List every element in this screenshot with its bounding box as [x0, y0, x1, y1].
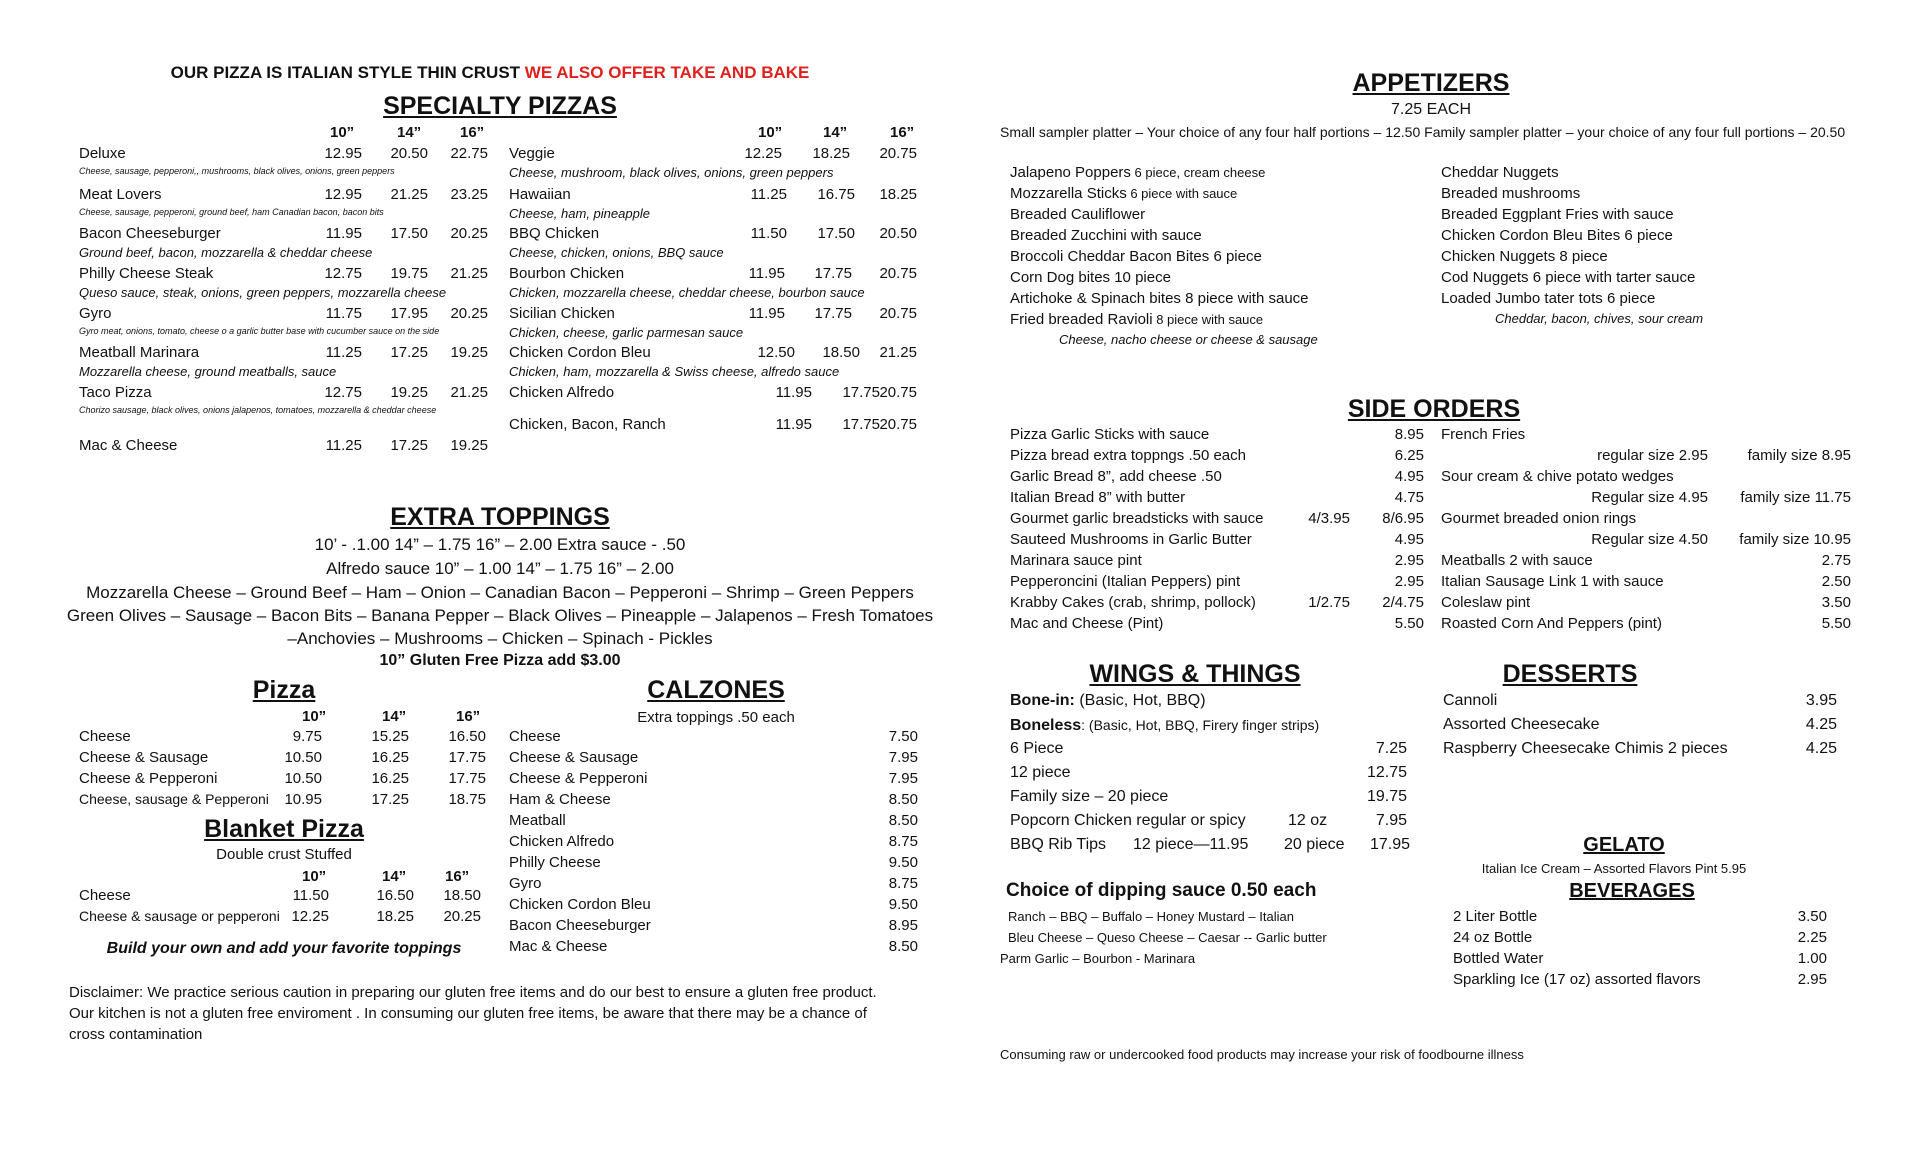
side-item-price: 4.95: [1394, 468, 1424, 485]
rib-tips-name: BBQ Rib Tips: [1010, 836, 1107, 853]
dipping-sauce-title: Choice of dipping sauce 0.50 each: [1006, 880, 1317, 901]
price-14: 17.25: [390, 344, 428, 361]
price-16: 20.25: [450, 305, 488, 322]
calzones-subtitle: Extra toppings .50 each: [637, 709, 795, 726]
dessert-name: Cannoli: [1443, 692, 1498, 709]
calzone-price: 8.75: [888, 875, 918, 892]
side-item-name: Gourmet breaded onion rings: [1441, 510, 1637, 527]
pizza-item-name: Cheese, sausage & Pepperoni: [79, 791, 269, 807]
calzone-name: Gyro: [509, 875, 542, 892]
pizza-title: Pizza: [252, 676, 316, 704]
size-header-14: 14”: [382, 708, 407, 725]
size-header-16: 16”: [445, 868, 470, 885]
tagline: OUR PIZZA IS ITALIAN STYLE THIN CRUST WE ALSO OFFER TAKE AND BAKE: [170, 63, 810, 82]
side-item-name: Krabby Cakes (crab, shrimp, pollock): [1010, 594, 1256, 611]
price-14: 17.25: [371, 791, 409, 808]
size-header-14: 14”: [397, 124, 422, 141]
toppings-size-prices: 10’ - .1.00 14” – 1.75 16” – 2.00 Extra sauce - .50: [314, 535, 686, 554]
sampler-platters: Small sampler platter – Your choice of any four half portions – 12.50 Family sampler platter – your choice of any four full portions – 20.50: [1000, 124, 1846, 140]
side-item-price: 2.95: [1394, 573, 1424, 590]
price-16: 21.25: [450, 384, 488, 401]
calzone-name: Bacon Cheeseburger: [509, 917, 651, 934]
specialty-pizza-name: Mac & Cheese: [79, 437, 178, 454]
calzone-name: Chicken Alfredo: [509, 833, 615, 850]
side-item-price: 5.50: [1821, 615, 1851, 632]
appetizer-name: Breaded Zucchini with sauce: [1010, 227, 1202, 244]
alfredo-prices: Alfredo sauce 10” – 1.00 14” – 1.75 16” – 2.00: [326, 559, 674, 578]
beverage-price: 2.95: [1797, 971, 1827, 988]
wings-title: WINGS & THINGS: [1089, 660, 1301, 688]
dessert-price: 4.25: [1805, 740, 1837, 757]
price-14: 18.50: [822, 344, 860, 361]
side-item-name: Coleslaw pint: [1441, 594, 1531, 611]
side-item-price: 8.95: [1394, 426, 1424, 443]
wing-item-price: 19.75: [1366, 788, 1407, 805]
specialty-pizza-description: Gyro meat, onions, tomato, cheese o a garlic butter base with cucumber sauce on the side: [79, 326, 440, 336]
calzone-name: Mac & Cheese: [509, 938, 608, 955]
side-item-name: French Fries: [1441, 426, 1526, 443]
price-14: 18.25: [376, 908, 414, 925]
beverage-price: 1.00: [1797, 950, 1827, 967]
price-16: 19.25: [450, 437, 488, 454]
price-10: 12.75: [324, 384, 362, 401]
disclaimer-line: Our kitchen is not a gluten free enviroment . In consuming our gluten free items, be aware that there may be a chance of: [69, 1005, 867, 1022]
price-10: 10.50: [284, 770, 322, 787]
side-item-price: family size 11.75: [1740, 489, 1851, 506]
specialty-pizza-description: Cheese, sausage, pepperoni, ground beef, ham Canadian bacon, bacon bits: [79, 207, 384, 217]
boneless-options: Boneless: (Basic, Hot, BBQ, Firery finger strips): [1010, 717, 1320, 734]
side-item-price: family size 10.95: [1739, 531, 1851, 548]
side-orders-title: SIDE ORDERS: [1347, 395, 1521, 423]
side-item-price: 3.50: [1821, 594, 1851, 611]
price-16: 20.25: [443, 908, 481, 925]
price-10: 11.95: [775, 384, 812, 401]
size-header-14: 14”: [823, 124, 848, 141]
appetizer-item: Chicken Cordon Bleu Bites 6 piece: [1441, 227, 1673, 244]
price-14: 18.25: [812, 145, 850, 162]
appetizer-item: Loaded Jumbo tater tots 6 piece: [1441, 290, 1656, 307]
specialty-pizzas-title: SPECIALTY PIZZAS: [383, 92, 617, 120]
price-14: 17.75: [814, 305, 852, 322]
calzone-price: 9.50: [888, 854, 918, 871]
appetizer-note: 6 piece with sauce: [1126, 186, 1238, 201]
rib-tips-12-price: 12 piece—11.95: [1133, 836, 1249, 853]
tater-tots-toppings: Cheddar, bacon, chives, sour cream: [1495, 311, 1704, 326]
size-header-10: 10”: [330, 124, 355, 141]
wing-item-name: 12 piece: [1010, 764, 1071, 781]
blanket-item-name: Cheese & sausage or pepperoni: [79, 908, 280, 924]
size-header-16: 16”: [460, 124, 485, 141]
price-14: 19.25: [390, 384, 428, 401]
price-10: 11.25: [325, 437, 362, 454]
price-16: 17.75: [448, 749, 486, 766]
gelato-line: Italian Ice Cream – Assorted Flavors Pint 5.95: [1481, 861, 1747, 876]
wing-item-price: 7.95: [1375, 812, 1407, 829]
side-item-name: Pizza bread extra toppngs .50 each: [1010, 447, 1246, 464]
size-header-14: 14”: [382, 868, 407, 885]
price-10: 10.95: [284, 791, 322, 808]
price-10: 11.95: [775, 416, 812, 433]
calzone-price: 7.95: [888, 749, 918, 766]
price-16: 23.25: [450, 186, 488, 203]
side-item-name: Pepperoncini (Italian Peppers) pint: [1010, 573, 1241, 590]
bone-in-options: Bone-in: (Basic, Hot, BBQ): [1010, 692, 1206, 709]
dipping-sauce-line: Bleu Cheese – Queso Cheese – Caesar -- Garlic butter: [1008, 930, 1327, 945]
specialty-pizza-description: Cheese, chicken, onions, BBQ sauce: [509, 245, 724, 260]
side-item-name: Meatballs 2 with sauce: [1441, 552, 1593, 569]
price-16: 16.50: [448, 728, 486, 745]
appetizer-item: Cod Nuggets 6 piece with tarter sauce: [1441, 269, 1696, 286]
size-header-10: 10”: [758, 124, 783, 141]
specialty-pizza-description: Chicken, mozzarella cheese, cheddar cheese, bourbon sauce: [509, 285, 865, 300]
disclaimer-line: cross contamination: [69, 1026, 203, 1043]
price-10: 11.25: [750, 186, 787, 203]
side-item-price: 5.50: [1394, 615, 1424, 632]
calzone-price: 8.50: [888, 791, 918, 808]
size-header-10: 10”: [302, 708, 327, 725]
side-item-name: Sauteed Mushrooms in Garlic Butter: [1010, 531, 1252, 548]
specialty-pizza-name: Chicken, Bacon, Ranch: [509, 416, 666, 433]
price-16: 20.50: [879, 225, 917, 242]
appetizer-name: Mozzarella Sticks: [1010, 185, 1127, 202]
specialty-pizza-description: Chicken, cheese, garlic parmesan sauce: [509, 325, 744, 340]
wing-item-name: 6 Piece: [1010, 740, 1064, 757]
dessert-name: Raspberry Cheesecake Chimis 2 pieces: [1443, 740, 1728, 757]
side-item-small-price: 1/2.75: [1308, 594, 1350, 611]
appetizer-item: [1010, 311, 1263, 328]
price-14: 17.25: [390, 437, 428, 454]
specialty-pizza-description: Cheese, mushroom, black olives, onions, green peppers: [509, 165, 834, 180]
side-item-name: Mac and Cheese (Pint): [1010, 615, 1164, 632]
toppings-list-2: Green Olives – Sausage – Bacon Bits – Banana Pepper – Black Olives – Pineapple – Jalapenos – Fresh Tomatoes: [66, 606, 934, 625]
toppings-list-1: Mozzarella Cheese – Ground Beef – Ham – Onion – Canadian Bacon – Pepperoni – Shrimp – Green Peppers: [86, 583, 914, 602]
ravioli-options: Cheese, nacho cheese or cheese & sausage: [1059, 332, 1318, 347]
beverages-title: BEVERAGES: [1569, 880, 1695, 902]
appetizer-item: [1010, 248, 1262, 265]
specialty-pizza-name: Meat Lovers: [79, 186, 162, 203]
specialty-pizza-name: Chicken Alfredo: [509, 384, 615, 401]
specialty-pizza-description: Chorizo sausage, black olives, onions jalapenos, tomatoes, mozzarella & cheddar cheese: [79, 405, 437, 415]
calzone-price: 7.50: [888, 728, 918, 745]
specialty-pizza-description: Chicken, ham, mozzarella & Swiss cheese, alfredo sauce: [509, 364, 840, 379]
toppings-list-3: –Anchovies – Mushrooms – Chicken – Spinach - Pickles: [287, 629, 713, 648]
price-10: 9.75: [292, 728, 322, 745]
price-16: 20.75: [879, 384, 917, 401]
appetizer-item: [1010, 185, 1237, 202]
calzone-price: 8.95: [888, 917, 918, 934]
appetizer-item: [1010, 290, 1309, 307]
dipping-sauce-line: Parm Garlic – Bourbon - Marinara: [1000, 951, 1196, 966]
pizza-item-name: Cheese & Sausage: [79, 749, 209, 766]
price-16: 20.25: [450, 225, 488, 242]
side-item-name: Roasted Corn And Peppers (pint): [1441, 615, 1662, 632]
price-16: 18.50: [443, 887, 481, 904]
specialty-pizza-name: Philly Cheese Steak: [79, 265, 214, 282]
appetizer-item: [1010, 206, 1145, 223]
calzones-title: CALZONES: [647, 676, 785, 704]
pizza-item-name: Cheese: [79, 728, 131, 745]
calzone-name: Chicken Cordon Bleu: [509, 896, 651, 913]
price-10: 10.50: [284, 749, 322, 766]
wing-item-name: Family size – 20 piece: [1010, 788, 1169, 805]
specialty-pizza-name: Bourbon Chicken: [509, 265, 625, 282]
appetizer-name: Breaded Cauliflower: [1010, 206, 1146, 223]
specialty-pizza-name: Taco Pizza: [79, 384, 152, 401]
beverage-name: 2 Liter Bottle: [1453, 908, 1538, 925]
side-item-regular-price: regular size 2.95: [1597, 447, 1708, 464]
appetizer-name: Jalapeno Poppers: [1010, 164, 1131, 181]
appetizers-title: APPETIZERS: [1352, 69, 1510, 97]
specialty-pizza-description: Mozzarella cheese, ground meatballs, sauce: [79, 364, 337, 379]
disclaimer-line: Disclaimer: We practice serious caution in preparing our gluten free items and do our best to ensure a gluten free product.: [69, 984, 877, 1001]
calzone-name: Meatball: [509, 812, 566, 829]
beverage-price: 3.50: [1797, 908, 1827, 925]
side-item-name: Garlic Bread 8”, add cheese .50: [1010, 468, 1222, 485]
price-10: 12.50: [757, 344, 795, 361]
calzone-price: 8.50: [888, 812, 918, 829]
price-16: 20.75: [879, 145, 917, 162]
appetizer-name: Broccoli Cheddar Bacon Bites 6 piece: [1010, 248, 1262, 265]
calzone-name: Cheese & Sausage: [509, 749, 639, 766]
price-10: 12.25: [291, 908, 329, 925]
specialty-pizza-name: Deluxe: [79, 145, 126, 162]
wing-item-price: 7.25: [1375, 740, 1407, 757]
price-10: 11.50: [292, 887, 329, 904]
side-item-price: family size 8.95: [1747, 447, 1851, 464]
calzone-price: 8.75: [888, 833, 918, 850]
side-item-regular-price: Regular size 4.95: [1591, 489, 1708, 506]
side-item-price: 4.75: [1394, 489, 1424, 506]
appetizer-item: Cheddar Nuggets: [1441, 164, 1559, 181]
specialty-pizza-description: Ground beef, bacon, mozzarella & cheddar cheese: [79, 245, 373, 260]
wing-item-name: Popcorn Chicken regular or spicy: [1010, 812, 1246, 829]
side-item-name: Italian Bread 8” with butter: [1010, 489, 1186, 506]
price-14: 16.75: [817, 186, 855, 203]
calzone-name: Cheese & Pepperoni: [509, 770, 648, 787]
price-14: 19.75: [390, 265, 428, 282]
specialty-pizza-name: Meatball Marinara: [79, 344, 200, 361]
size-header-16: 16”: [890, 124, 915, 141]
specialty-pizza-name: Bacon Cheeseburger: [79, 225, 221, 242]
dessert-price: 3.95: [1805, 692, 1837, 709]
appetizer-item: Chicken Nuggets 8 piece: [1441, 248, 1608, 265]
side-item-name: Italian Sausage Link 1 with sauce: [1441, 573, 1664, 590]
beverage-name: Bottled Water: [1453, 950, 1544, 967]
specialty-pizza-name: Hawaiian: [509, 186, 571, 203]
side-item-price: 8/6.95: [1382, 510, 1424, 527]
price-16: 18.25: [879, 186, 917, 203]
rib-tips-20-price: 17.95: [1369, 836, 1410, 853]
price-14: 20.50: [390, 145, 428, 162]
price-14: 17.50: [390, 225, 428, 242]
specialty-pizza-name: Sicilian Chicken: [509, 305, 615, 322]
wing-item-size: 12 oz: [1288, 812, 1328, 829]
side-item-price: 2.50: [1821, 573, 1851, 590]
appetizer-item: [1010, 227, 1202, 244]
appetizer-item: [1010, 269, 1171, 286]
price-10: 11.50: [750, 225, 787, 242]
blanket-subtitle: Double crust Stuffed: [216, 846, 352, 863]
desserts-title: DESSERTS: [1502, 660, 1638, 688]
calzone-price: 9.50: [888, 896, 918, 913]
price-14: 16.25: [371, 749, 409, 766]
appetizer-note: 6 piece, cream cheese: [1130, 165, 1266, 180]
price-14: 15.25: [371, 728, 409, 745]
side-item-price: 2.95: [1394, 552, 1424, 569]
side-item-name: Marinara sauce pint: [1010, 552, 1142, 569]
price-16: 17.75: [448, 770, 486, 787]
specialty-pizza-name: Veggie: [509, 145, 555, 162]
specialty-pizza-description: Cheese, ham, pineapple: [509, 206, 650, 221]
price-10: 11.75: [325, 305, 362, 322]
price-14: 21.25: [390, 186, 428, 203]
size-header-10: 10”: [302, 868, 327, 885]
price-16: 20.75: [879, 265, 917, 282]
price-10: 11.95: [748, 305, 785, 322]
price-10: 12.25: [744, 145, 782, 162]
side-item-price: 6.25: [1394, 447, 1424, 464]
calzone-price: 8.50: [888, 938, 918, 955]
specialty-pizza-description: Queso sauce, steak, onions, green peppers, mozzarella cheese: [79, 285, 447, 300]
dessert-price: 4.25: [1805, 716, 1837, 733]
wing-item-price: 12.75: [1366, 764, 1407, 781]
side-item-name: Gourmet garlic breadsticks with sauce: [1010, 510, 1264, 527]
side-item-name: Sour cream & chive potato wedges: [1441, 468, 1674, 485]
calzone-name: Ham & Cheese: [509, 791, 611, 808]
appetizer-item: Breaded Eggplant Fries with sauce: [1441, 206, 1674, 223]
side-item-name: Pizza Garlic Sticks with sauce: [1010, 426, 1210, 443]
price-14: 17.95: [390, 305, 428, 322]
beverage-name: 24 oz Bottle: [1453, 929, 1533, 946]
specialty-pizza-description: Cheese, sausage, pepperoni,, mushrooms, black olives, onions, green peppers: [79, 166, 395, 176]
price-14: 17.75: [842, 416, 880, 433]
price-16: 21.25: [450, 265, 488, 282]
price-14: 16.25: [371, 770, 409, 787]
calzone-price: 7.95: [888, 770, 918, 787]
appetizer-item: Breaded mushrooms: [1441, 185, 1581, 202]
beverage-name: Sparkling Ice (17 oz) assorted flavors: [1453, 971, 1701, 988]
price-10: 12.95: [324, 186, 362, 203]
size-header-16: 16”: [456, 708, 481, 725]
gluten-free-note: 10” Gluten Free Pizza add $3.00: [379, 652, 621, 669]
appetizers-price: 7.25 EACH: [1390, 101, 1472, 118]
extra-toppings-title: EXTRA TOPPINGS: [390, 503, 610, 531]
price-10: 12.75: [324, 265, 362, 282]
price-16: 22.75: [450, 145, 488, 162]
price-14: 17.50: [817, 225, 855, 242]
build-your-own-note: Build your own and add your favorite toppings: [106, 940, 462, 957]
calzone-name: Cheese: [509, 728, 561, 745]
appetizer-item: [1010, 164, 1265, 181]
price-10: 12.95: [324, 145, 362, 162]
specialty-pizza-name: Gyro: [79, 305, 112, 322]
price-14: 17.75: [814, 265, 852, 282]
calzone-name: Philly Cheese: [509, 854, 601, 871]
pizza-item-name: Cheese & Pepperoni: [79, 770, 218, 787]
side-item-small-price: 4/3.95: [1308, 510, 1350, 527]
price-10: 11.95: [325, 225, 362, 242]
price-16: 18.75: [448, 791, 486, 808]
specialty-pizza-name: BBQ Chicken: [509, 225, 600, 242]
price-10: 11.25: [325, 344, 362, 361]
gelato-title: GELATO: [1583, 834, 1665, 856]
price-14: 16.50: [376, 887, 414, 904]
dessert-name: Assorted Cheesecake: [1443, 716, 1600, 733]
rib-tips-20-label: 20 piece: [1284, 836, 1345, 853]
appetizer-name: Fried breaded Ravioli: [1010, 311, 1153, 328]
price-16: 21.25: [879, 344, 917, 361]
price-16: 20.75: [879, 416, 917, 433]
price-14: 17.75: [842, 384, 880, 401]
price-16: 19.25: [450, 344, 488, 361]
appetizer-name: Corn Dog bites 10 piece: [1010, 269, 1171, 286]
side-item-price: 4.95: [1394, 531, 1424, 548]
appetizer-name: Artichoke & Spinach bites 8 piece with sauce: [1010, 290, 1309, 307]
side-item-regular-price: Regular size 4.50: [1591, 531, 1708, 548]
appetizer-note: 8 piece with sauce: [1152, 312, 1264, 327]
side-item-price: 2/4.75: [1382, 594, 1424, 611]
price-16: 20.75: [879, 305, 917, 322]
beverage-price: 2.25: [1797, 929, 1827, 946]
food-safety-footer: Consuming raw or undercooked food products may increase your risk of foodbourne illness: [1000, 1047, 1524, 1062]
blanket-pizza-title: Blanket Pizza: [204, 815, 364, 843]
side-item-price: 2.75: [1821, 552, 1851, 569]
specialty-pizza-name: Chicken Cordon Bleu: [509, 344, 651, 361]
blanket-item-name: Cheese: [79, 887, 131, 904]
dipping-sauce-line: Ranch – BBQ – Buffalo – Honey Mustard – Italian: [1008, 909, 1294, 924]
price-10: 11.95: [748, 265, 785, 282]
